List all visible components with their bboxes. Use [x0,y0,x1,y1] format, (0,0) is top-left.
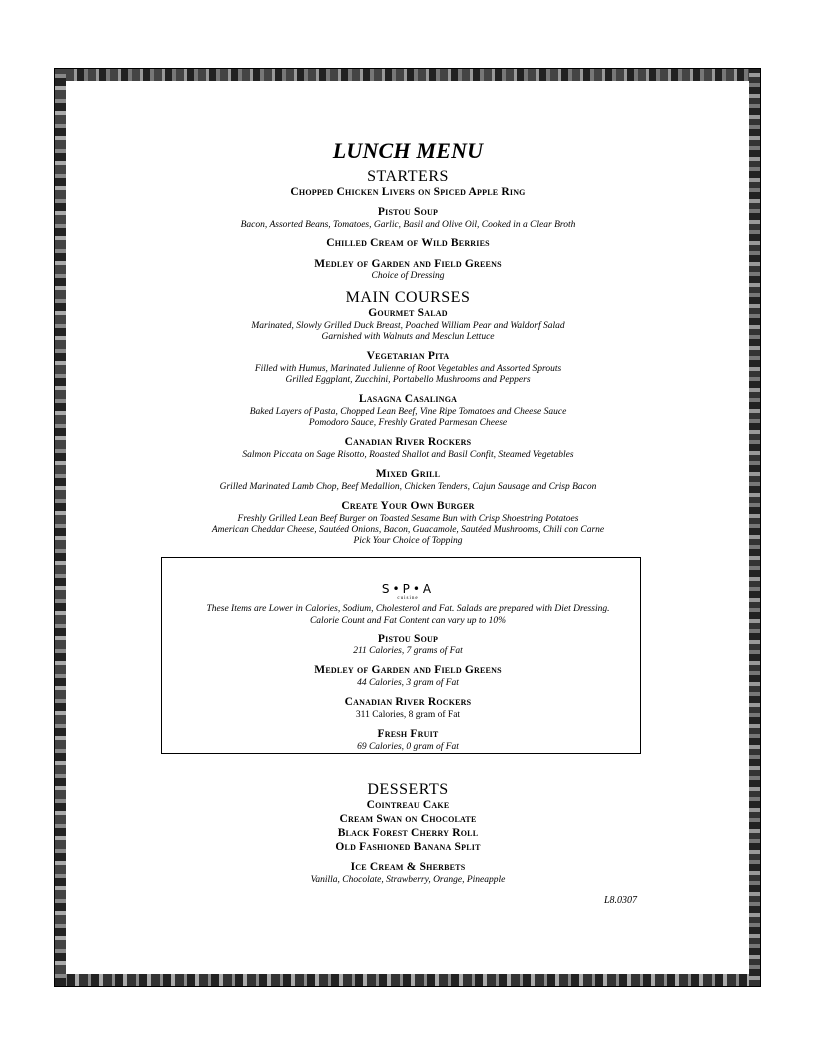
dessert-item: Cream Swan on Chocolate [339,813,477,825]
dessert-desc: Vanilla, Chocolate, Strawberry, Orange, Pineapple [310,875,506,885]
menu-title: LUNCH MENU [332,138,484,163]
main-item: Mixed Grill [375,468,441,480]
main-desc: Grilled Eggplant, Zucchini, Portabello Mushrooms and Peppers [285,375,531,385]
main-courses-heading: MAIN COURSES [345,289,471,306]
main-desc: Pomodoro Sauce, Freshly Grated Parmesan Cheese [308,418,508,428]
main-item: Vegetarian Pita [366,350,450,362]
main-desc: Grilled Marinated Lamb Chop, Beef Medallion, Chicken Tenders, Cajun Sausage and Crisp Bacon [219,482,597,492]
main-desc: Garnished with Walnuts and Mesclun Lettuce [321,332,495,342]
main-item: Create Your Own Burger [341,500,475,512]
main-item: Gourmet Salad [368,307,448,319]
main-desc: Salmon Piccata on Sage Risotto, Roasted Shallot and Basil Confit, Steamed Vegetables [242,450,574,460]
spa-logo: S•P•A [381,582,435,596]
starter-desc: Bacon, Assorted Beans, Tomatoes, Garlic, Basil and Olive Oil, Cooked in a Clear Broth [240,220,576,230]
starter-desc: Choice of Dressing [371,271,445,281]
menu-code: L8.0307 [604,895,638,906]
spa-item-desc: 211 Calories, 7 grams of Fat [353,646,463,656]
starter-item: Chilled Cream of Wild Berries [326,237,490,249]
starter-item: Chopped Chicken Livers on Spiced Apple Ring [290,186,526,198]
dessert-item: Cointreau Cake [366,799,450,811]
main-desc: Pick Your Choice of Topping [353,536,463,546]
main-desc: Baked Layers of Pasta, Chopped Lean Beef, Vine Ripe Tomatoes and Cheese Sauce [249,407,567,417]
ragged-border-bottom [55,974,760,986]
dessert-item: Old Fashioned Banana Split [335,841,481,853]
ragged-border-top [55,69,760,81]
dessert-item: Ice Cream & Sherbets [350,861,466,873]
spa-note: These Items are Lower in Calories, Sodium, Cholesterol and Fat. Salads are prepared with Diet Dressing. [206,604,610,614]
spa-item: Canadian River Rockers [344,696,472,708]
main-desc: Marinated, Slowly Grilled Duck Breast, Poached William Pear and Waldorf Salad [251,321,565,331]
starters-heading: STARTERS [367,168,449,185]
main-item: Lasagna Casalinga [358,393,458,405]
main-desc: American Cheddar Cheese, Sautéed Onions, Bacon, Guacamole, Sautéed Mushrooms, Chili con Carne [211,525,605,535]
spa-item: Medley of Garden and Field Greens [314,664,502,676]
spa-item-desc: 69 Calories, 0 gram of Fat [357,742,459,752]
main-desc: Filled with Humus, Marinated Julienne of Root Vegetables and Assorted Sprouts [254,364,562,374]
desserts-heading: DESSERTS [367,781,449,798]
starter-item: Medley of Garden and Field Greens [314,258,502,270]
dessert-item: Black Forest Cherry Roll [337,827,479,839]
spa-item-desc: 311 Calories, 8 gram of Fat [355,710,461,720]
spa-logo-subtitle: cuisine [397,596,419,601]
spa-item: Pistou Soup [377,633,439,645]
main-item: Canadian River Rockers [344,436,472,448]
spa-item-desc: 44 Calories, 3 gram of Fat [357,678,459,688]
spa-item: Fresh Fruit [377,728,439,740]
spa-note: Calorie Count and Fat Content can vary up to 10% [309,616,507,626]
main-desc: Freshly Grilled Lean Beef Burger on Toasted Sesame Bun with Crisp Shoestring Potatoes [237,514,579,524]
starter-item: Pistou Soup [377,206,439,218]
